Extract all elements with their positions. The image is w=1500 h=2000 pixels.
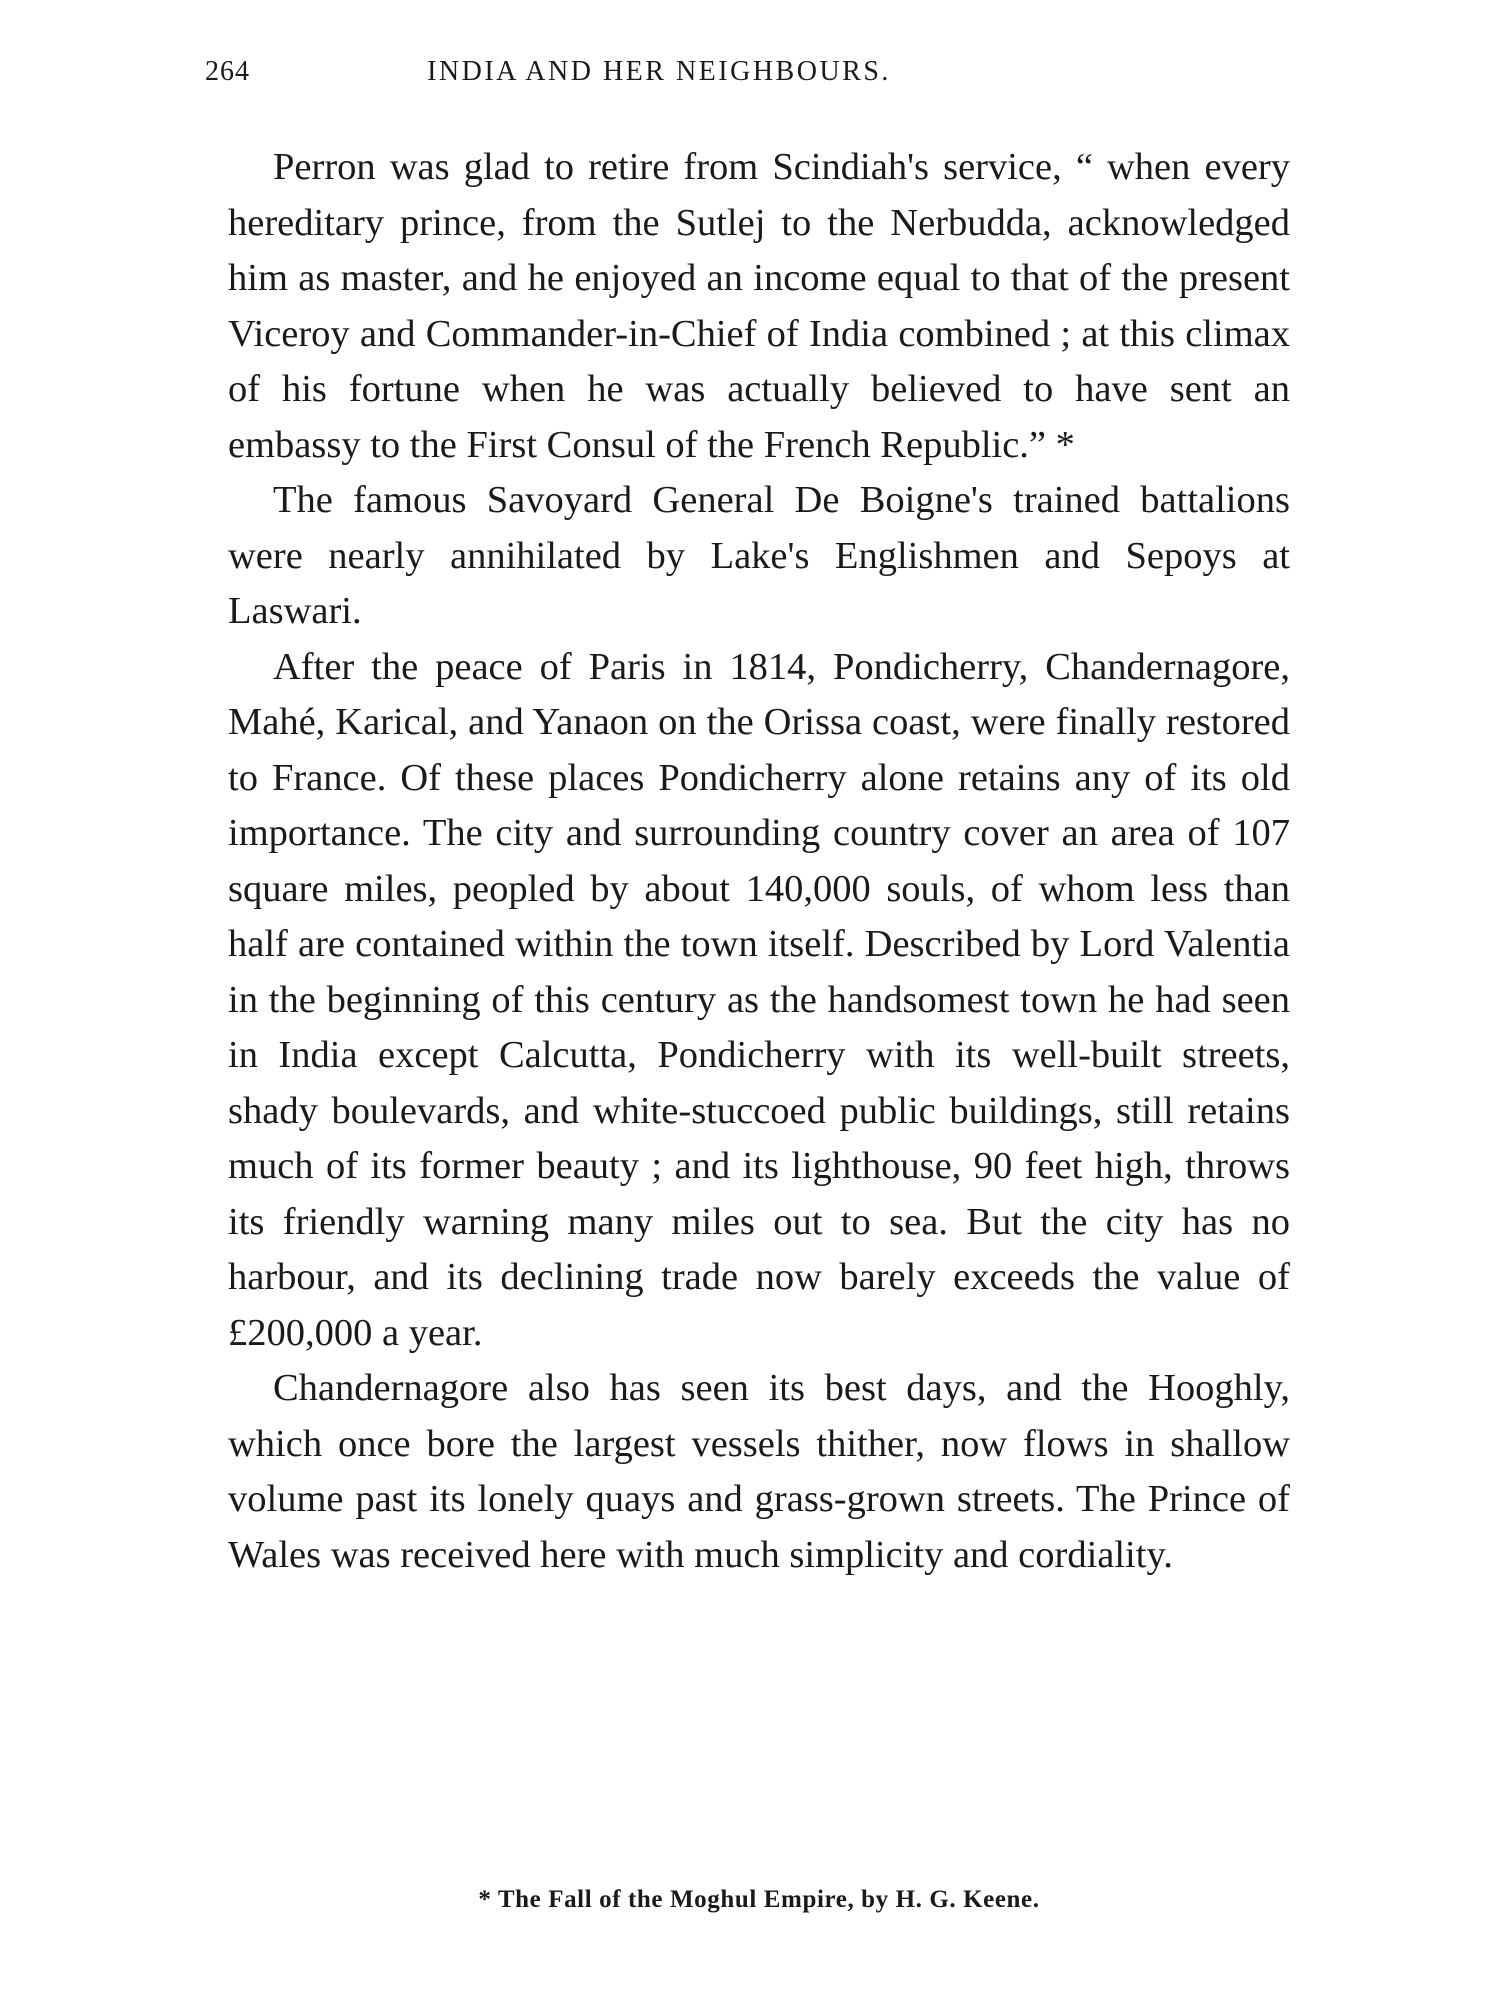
paragraph-pondicherry: After the peace of Paris in 1814, Pondicherry, Chandernagore, Mahé, Karical, and Yanaon on the Orissa coast, were finally restored to France. Of these places Pondicherry alone retains any of its old importance. The city and surrounding country cover an area of 107 square miles, peopled by about 140,000 souls, of whom less than half are contained within the town itself. Described by Lord Valentia in the beginning of this century as the handsomest town he had seen in India except Calcutta, Pondicherry with its well-built streets, shady boulevards, and white-stuccoed public buildings, still retains much of its former beauty ; and its lighthouse, 90 feet high, throws its friendly warning many miles out to sea. But the city has no harbour, and its declining trade now barely exceeds the value of £200,000 a year. <box>228 645 1290 1354</box>
running-head <box>205 56 1085 96</box>
footnote: * The Fall of the Moghul Empire, by H. G. Keene. <box>478 1886 1040 1913</box>
page-number: 264 <box>205 56 250 87</box>
paragraph-perron: Perron was glad to retire from Scindiah's service, “ when every hereditary prince, from the Sutlej to the Nerbudda, acknowledged him as master, and he enjoyed an income equal to that of the present Viceroy and Commander-in-Chief of India combined ; at this climax of his fortune when he was actually believed to have sent an embassy to the First Consul of the French Republic.” * <box>228 146 1290 466</box>
body-text <box>228 140 1290 1583</box>
running-title: INDIA AND HER NEIGHBOURS. <box>427 56 891 87</box>
paragraph-de-boigne: The famous Savoyard General De Boigne's trained battalions were nearly annihilated by Lake's Englishmen and Sepoys at Laswari. <box>228 479 1290 632</box>
paragraph-chandernagore: Chandernagore also has seen its best days, and the Hooghly, which once bore the largest vessels thither, now flows in shallow volume past its lonely quays and grass-grown streets. The Prince of Wales was received here with much simplicity and cordiality. <box>228 1367 1290 1576</box>
